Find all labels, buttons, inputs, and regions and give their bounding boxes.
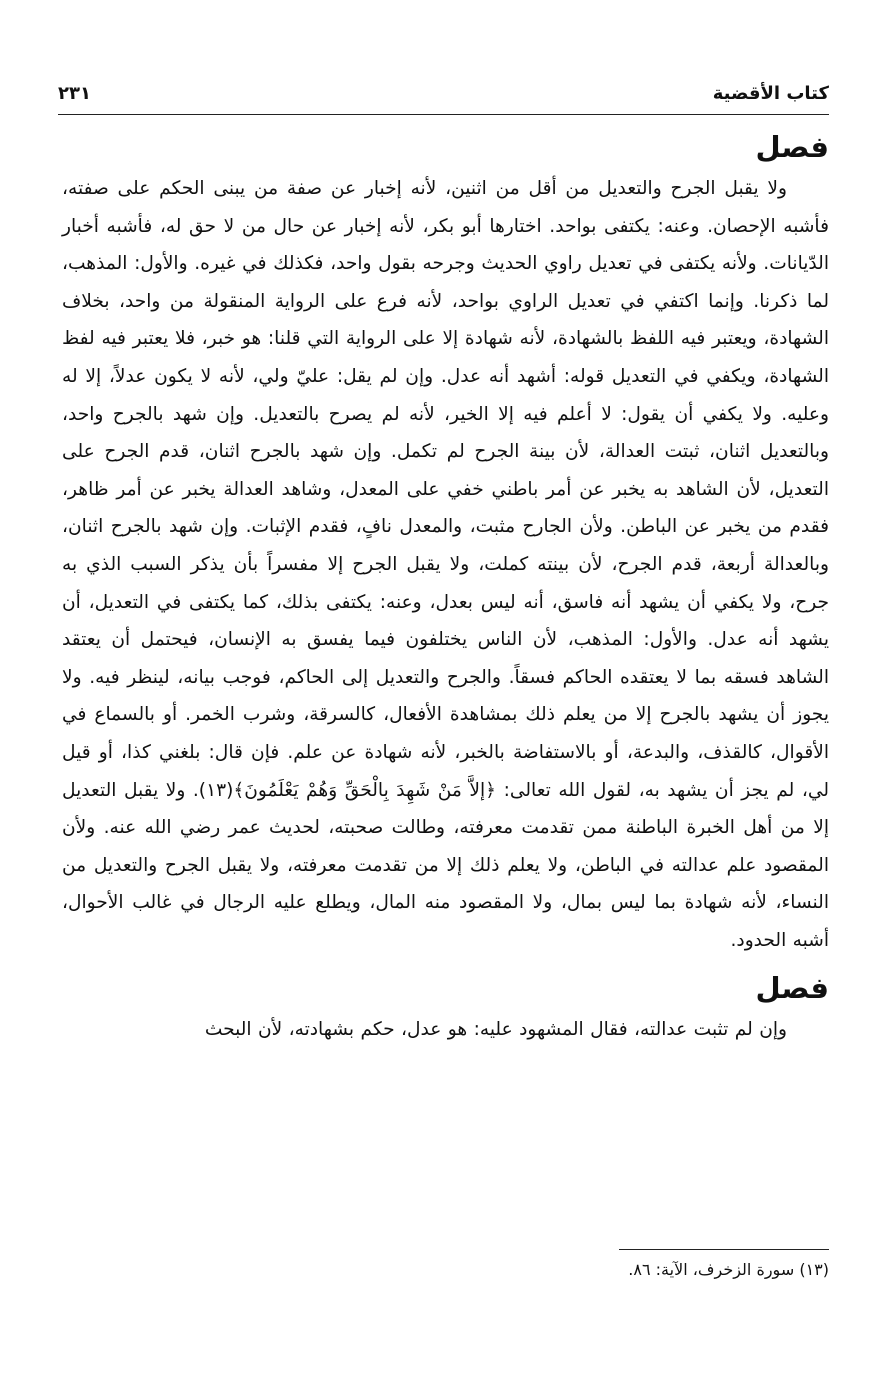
footnote-separator [619,1249,829,1250]
section-spacer [62,959,829,967]
running-title: كتاب الأقضية [712,83,829,104]
section-paragraph: وإن لم تثبت عدالته، فقال المشهود عليه: هو عدل، حكم بشهادته، لأن البحث [204,1019,787,1041]
page-content [62,126,829,1049]
page-header [58,64,829,115]
page-number: ٢٣١ [58,83,91,104]
section-heading: فصل [755,971,829,1006]
section-heading: فصل [755,130,829,164]
footnote: (١٣) سورة الزخرف، الآية: ٨٦. [628,1260,829,1279]
section-paragraph: ولا يقبل الجرح والتعديل من أقل من اثنين، لأنه إخبار عن صفة من يبنى الحكم على صفته، فأشبه الإحصان. وعنه: يكتفى بواحد. اختارها أبو بكر، لأنه إخبار عن حال من لا حق له، فأشبه أخبار الدّيانات. ولأنه يكتفى في تعديل راوي الحديث وجرحه بقول واحد، فكذلك في غيره. والأول: المذهب، لما ذكرنا. وإنما اكتفي في تعديل الراوي بواحد، لأنه فرع على الرواية المنقولة من واحد، بخلاف الشهادة، ويعتبر فيه اللفظ بالشهادة، لأنه شهادة إلا على الرواية التي قلنا: هو خبر، فلا يعتبر فيه لفظ الشهادة، ويكفي في التعديل قوله: أشهد أنه عدل. وإن لم يقل: عليّ ولي، لأنه لا يكون عدلاً، إلا له وعليه. ولا يكفي أن يقول: لا أعلم فيه إلا الخير، لأنه لم يصرح بالتعديل. وإن شهد بالجرح واحد، وبالتعديل اثنان، ثبتت العدالة، لأن بينة الجرح لم تكمل. وإن شهد بالجرح اثنان، قدم الجرح على التعديل، لأن الشاهد به يخبر عن أمر باطني خفي على المعدل، وشاهد العدالة يخبر عن أمر ظاهر، فقدم من يخبر عن الباطن. ولأن الجارح مثبت، والمعدل نافٍ، فقدم الإثبات. وإن شهد بالجرح اثنان، وبالعدالة أربعة، قدم الجرح، لأن بينته كملت، ولا يقبل الجرح إلا مفسراً بأن يذكر السبب الذي به جرح، ولا يكفي أن يشهد أنه فاسق، أنه ليس بعدل، وعنه: يكتفى بذلك، كما يكتفى في التعديل، أن يشهد أنه عدل. والأول: المذهب، لأن الناس يختلفون فيما يفسق به الإنسان، فيحتمل أن يعتقد الشاهد فسقه بما لا يعتقده الحاكم فسقاً. والجرح والتعديل إلى الحاكم، فوجب بيانه، لينظر فيه. ولا يجوز أن يشهد بالجرح إلا من يعلم ذلك بمشاهدة الأفعال، كالسرقة، وشرب الخمر. أو بالسماع في الأقوال، كالقذف، والبدعة، أو بالاستفاضة بالخبر، لأنه شهادة عن علم. فإن قال: بلغني كذا، أو قيل لي، لم يجز أن يشهد به، لقول الله تعالى: ﴿إلاَّ مَنْ شَهِدَ بِالْحَقِّ وَهُمْ يَعْلَمُونَ﴾(١٣). ولا يقبل التعديل إلا من أهل الخبرة الباطنة ممن تقدمت معرفته، وطالت صحبته، لحديث عمر رضي الله عنه. ولأن المقصود علم عدالته في الباطن، ولا يعلم ذلك إلا من تقدمت معرفته، ولا يقبل الجرح والتعديل من النساء، لأنه شهادة بما ليس بمال، ولا المقصود منه المال، ويطلع عليه الرجال في غالب الأحوال، أشبه الحدود. [62,178,829,951]
